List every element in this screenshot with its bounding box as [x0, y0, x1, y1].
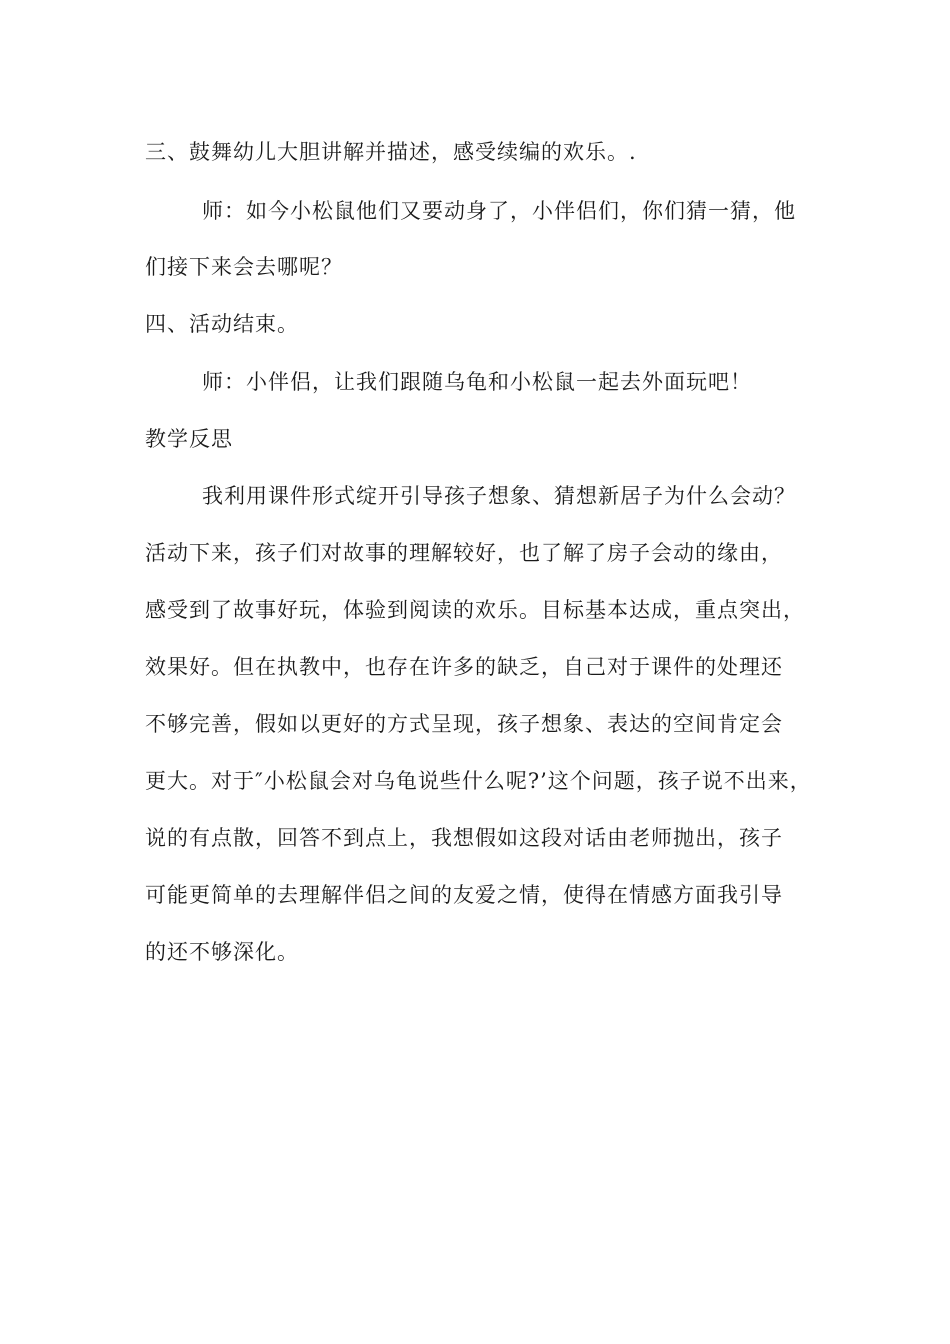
- paragraph-line: 感受到了故事好玩，体验到阅读的欢乐。目标基本达成，重点突出，: [145, 598, 805, 622]
- section-title-reflection: 教学反思: [145, 427, 233, 451]
- paragraph-line: 师：如今小松鼠他们又要动身了，小伴侣们，你们猜一猜，他: [202, 199, 796, 223]
- section-heading-3: 三、鼓舞幼儿大胆讲解并描述，感受续编的欢乐。.: [145, 140, 637, 164]
- paragraph-line: 我利用课件形式绽开引导孩子想象、猜想新居子为什么会动？: [202, 484, 796, 508]
- section-heading-4: 四、活动结束。: [145, 312, 299, 336]
- paragraph-line: 师：小伴侣，让我们跟随乌龟和小松鼠一起去外面玩吧！: [202, 370, 752, 394]
- paragraph-line: 可能更简单的去理解伴侣之间的友爱之情，使得在情感方面我引导: [145, 883, 783, 907]
- paragraph-line: 们接下来会去哪呢？: [145, 255, 343, 279]
- paragraph-line: 更大。对于″小松鼠会对乌龟说些什么呢?’这个问题，孩子说不出来，: [145, 769, 812, 793]
- paragraph-line: 活动下来，孩子们对故事的理解较好，也了解了房子会动的缘由，: [145, 541, 783, 565]
- paragraph-line: 说的有点散，回答不到点上，我想假如这段对话由老师抛出，孩子: [145, 826, 783, 850]
- paragraph-line: 的还不够深化。: [145, 940, 299, 964]
- paragraph-line: 效果好。但在执教中，也存在许多的缺乏，自己对于课件的处理还: [145, 655, 783, 679]
- paragraph-line: 不够完善，假如以更好的方式呈现，孩子想象、表达的空间肯定会: [145, 712, 783, 736]
